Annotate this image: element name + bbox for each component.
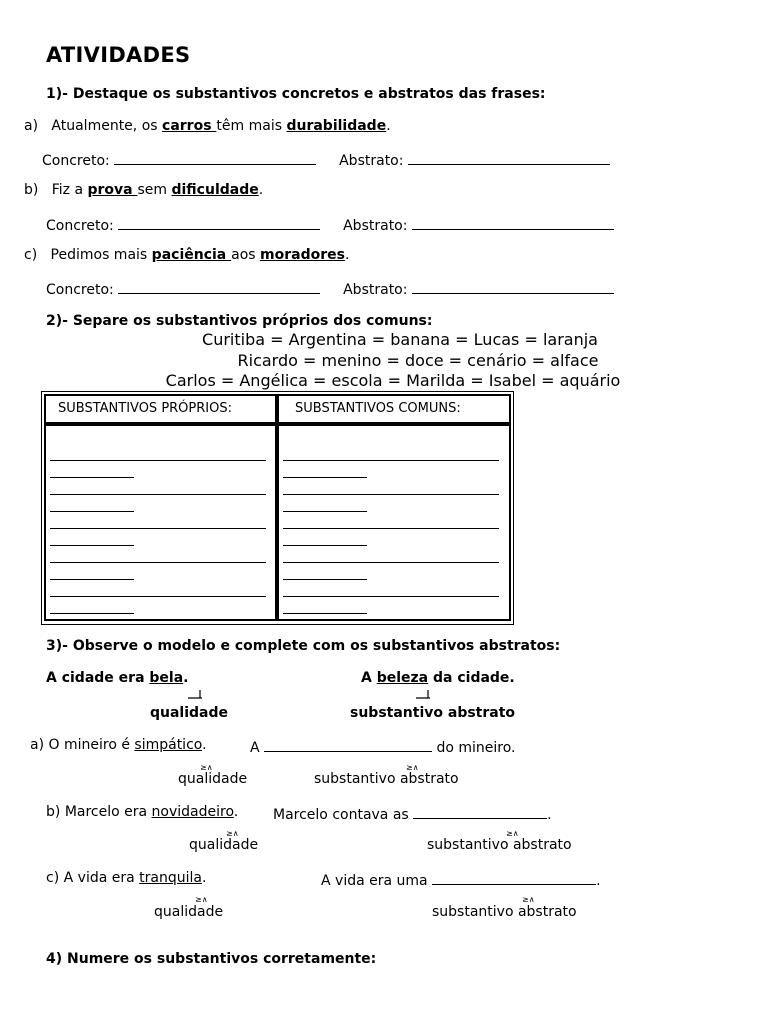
answer-line[interactable] <box>283 528 499 529</box>
sentence-text: A vida era <box>63 870 140 886</box>
sentence-text: têm mais <box>216 118 287 134</box>
arrow-marker: ≥∧ <box>226 829 239 838</box>
answer-line[interactable] <box>283 545 367 546</box>
arrow-marker: ≥∧ <box>195 895 208 904</box>
item-letter: c) <box>46 870 60 886</box>
q1-heading: 1)- Destaque os substantivos concretos e abstratos das frases: <box>46 86 546 102</box>
answer-line[interactable] <box>283 460 499 461</box>
answer-line[interactable] <box>50 528 266 529</box>
sentence-text: Marcelo contava as <box>273 807 414 823</box>
label-abstrato: substantivo abstrato <box>432 904 577 920</box>
abstrato-blank[interactable] <box>412 279 614 294</box>
sentence-text: Atualmente, os <box>51 118 163 134</box>
label-qualidade: qualidade <box>189 837 259 853</box>
abstrato-label: Abstrato: <box>343 218 408 234</box>
quality-word: simpático <box>134 737 203 753</box>
concreto-blank[interactable] <box>118 279 320 294</box>
q1-item-c <box>24 247 349 263</box>
sentence-text: . <box>547 807 552 823</box>
model-abstract-word: beleza <box>376 670 429 686</box>
q3-item-a <box>30 737 207 753</box>
abstrato-label: Abstrato: <box>343 282 408 298</box>
word-line-3: Carlos = Angélica = escola = Marilda = Isabel = aquário <box>165 371 621 390</box>
col1-header-cell <box>44 394 277 424</box>
answer-blank[interactable] <box>264 737 432 752</box>
label-qualidade: qualidade <box>154 904 224 920</box>
answer-line[interactable] <box>50 562 266 563</box>
model-quality-word: bela <box>149 670 184 686</box>
label-qualidade: qualidade <box>178 771 248 787</box>
answer-line[interactable] <box>50 613 134 614</box>
model-left <box>46 670 188 686</box>
q4-heading: 4) Numere os substantivos corretamente: <box>46 951 377 967</box>
item-letter: b) <box>46 804 61 820</box>
abstrato-label: Abstrato: <box>339 153 404 169</box>
label-abstrato: substantivo abstrato <box>314 771 459 787</box>
label-abstrato: substantivo abstrato <box>427 837 572 853</box>
col2-header: SUBSTANTIVOS COMUNS: <box>295 401 461 416</box>
sentence-text: A vida era uma <box>321 873 433 889</box>
page-title: ATIVIDADES <box>46 43 191 67</box>
q3-item-b-answer <box>273 804 552 823</box>
sentence-text: Fiz a <box>51 182 88 198</box>
sentence-text: . <box>183 670 189 686</box>
quality-word: novidadeiro <box>151 804 234 820</box>
sentence-text: O mineiro é <box>48 737 135 753</box>
sentence-text: sem <box>137 182 172 198</box>
answer-blank[interactable] <box>413 804 547 819</box>
sentence-text: . <box>202 737 207 753</box>
q3-item-b <box>46 804 238 820</box>
word-line-2: Ricardo = menino = doce = cenário = alface <box>237 351 599 370</box>
col2-body[interactable] <box>277 424 511 621</box>
highlighted-word: moradores <box>260 247 345 263</box>
sentence-text: aos <box>231 247 261 263</box>
item-letter: b) <box>24 182 39 198</box>
q2-heading: 2)- Separe os substantivos próprios dos comuns: <box>46 313 433 329</box>
answer-line[interactable] <box>283 579 367 580</box>
sentence-text: . <box>258 182 264 198</box>
q1-a-answers <box>42 150 610 169</box>
arrow-marker: ≥∧ <box>522 895 535 904</box>
concreto-label: Concreto: <box>42 153 110 169</box>
model-right <box>361 670 515 686</box>
highlighted-word: durabilidade <box>286 118 387 134</box>
answer-line[interactable] <box>50 596 266 597</box>
q3-item-a-answer <box>250 737 516 756</box>
answer-blank[interactable] <box>432 870 596 885</box>
q1-c-answers <box>46 279 614 298</box>
answer-line[interactable] <box>50 460 266 461</box>
col1-header: SUBSTANTIVOS PRÓPRIOS: <box>58 401 232 416</box>
quality-word: tranquila <box>139 870 202 886</box>
model-label-qualidade: qualidade <box>150 705 229 721</box>
q3-heading: 3)- Observe o modelo e complete com os substantivos abstratos: <box>46 638 561 654</box>
highlighted-word: dificuldade <box>171 182 259 198</box>
highlighted-word: prova <box>87 182 138 198</box>
answer-line[interactable] <box>283 596 499 597</box>
item-letter: c) <box>24 247 38 263</box>
sentence-text: do mineiro. <box>432 740 516 756</box>
answer-line[interactable] <box>283 613 367 614</box>
concreto-blank[interactable] <box>118 215 320 230</box>
item-letter: a) <box>30 737 45 753</box>
concreto-blank[interactable] <box>114 150 316 165</box>
col1-body[interactable] <box>44 424 277 621</box>
abstrato-blank[interactable] <box>408 150 610 165</box>
answer-line[interactable] <box>50 494 266 495</box>
sentence-text: . <box>596 873 601 889</box>
sentence-text: . <box>386 118 391 134</box>
sentence-text: da cidade. <box>428 670 515 686</box>
arrow-marker: ≥∧ <box>406 763 419 772</box>
q3-item-c <box>46 870 206 886</box>
down-arrow-icon <box>186 688 204 700</box>
model-label-abstrato: substantivo abstrato <box>350 705 516 721</box>
answer-line[interactable] <box>283 494 499 495</box>
word-line-1: Curitiba = Argentina = banana = Lucas = laranja <box>202 330 598 349</box>
answer-line[interactable] <box>50 511 134 512</box>
answer-line[interactable] <box>50 579 134 580</box>
answer-line[interactable] <box>283 511 367 512</box>
sentence-text: Marcelo era <box>64 804 152 820</box>
sentence-text: . <box>344 247 350 263</box>
answer-line[interactable] <box>283 477 367 478</box>
answer-line[interactable] <box>50 477 134 478</box>
answer-line[interactable] <box>50 545 134 546</box>
sentence-text: . <box>233 804 239 820</box>
abstrato-blank[interactable] <box>412 215 614 230</box>
highlighted-word: paciência <box>151 247 232 263</box>
answer-line[interactable] <box>283 562 499 563</box>
arrow-marker: ≥∧ <box>506 829 519 838</box>
q1-item-a <box>24 118 391 134</box>
q3-item-c-answer <box>321 870 601 889</box>
sentence-text: Pedimos mais <box>50 247 152 263</box>
concreto-label: Concreto: <box>46 218 114 234</box>
down-arrow-icon <box>414 688 432 700</box>
col2-header-cell <box>277 394 511 424</box>
arrow-marker: ≥∧ <box>200 763 213 772</box>
item-letter: a) <box>24 118 39 134</box>
sentence-text: A <box>361 670 377 686</box>
sentence-text: A <box>250 740 265 756</box>
highlighted-word: carros <box>162 118 217 134</box>
q1-b-answers <box>46 215 614 234</box>
concreto-label: Concreto: <box>46 282 114 298</box>
q1-item-b <box>24 182 263 198</box>
sentence-text: A cidade era <box>46 670 150 686</box>
sentence-text: . <box>201 870 207 886</box>
